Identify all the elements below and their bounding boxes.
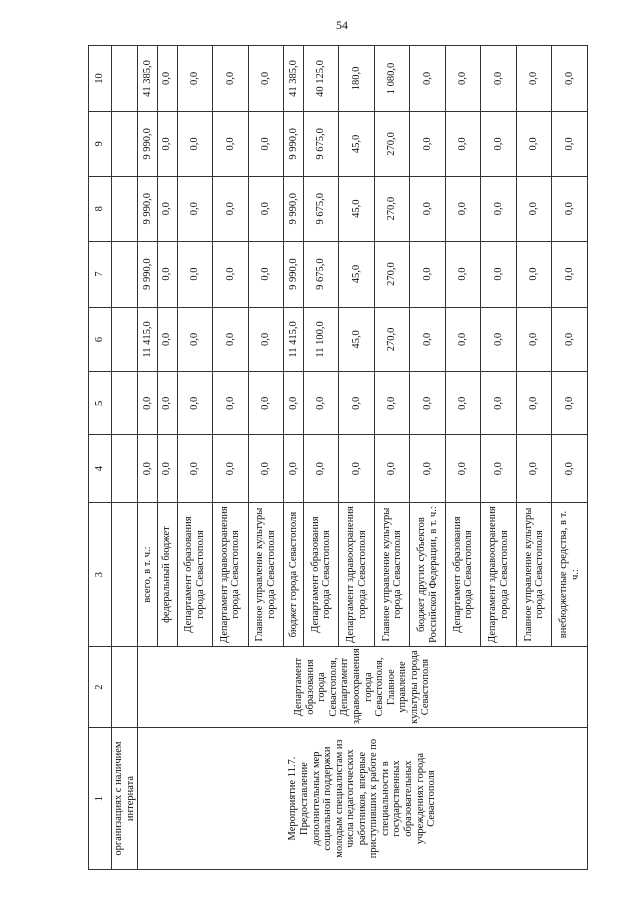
value-cell: 0,0	[157, 307, 177, 372]
value-cell: 0,0	[410, 241, 446, 307]
header-cell: 5	[89, 372, 112, 435]
value-cell: 40 125,0	[303, 46, 339, 112]
value-cell: 0,0	[177, 435, 213, 503]
value-cell: 9 675,0	[303, 176, 339, 241]
empty-cell	[112, 435, 138, 503]
value-cell: 0,0	[410, 307, 446, 372]
value-cell: 0,0	[481, 111, 517, 176]
funding-source-cell: Главное управление культуры города Севастополя	[516, 503, 552, 647]
empty-cell	[112, 176, 138, 241]
funding-source-cell: Департамент здравоохранения города Севастополя	[213, 503, 249, 647]
header-cell: 1	[89, 728, 112, 870]
org-row	[112, 46, 138, 870]
value-cell: 0,0	[213, 307, 249, 372]
funding-source-cell: Департамент здравоохранения города Севастополя	[339, 503, 375, 647]
funding-source-cell: всего, в т. ч.:	[138, 503, 158, 647]
value-cell: 0,0	[445, 111, 481, 176]
empty-cell	[112, 307, 138, 372]
value-cell: 0,0	[516, 46, 552, 112]
value-cell: 0,0	[157, 435, 177, 503]
value-cell: 0,0	[516, 435, 552, 503]
funding-source-cell: внебюджетные средства, в т. ч.:	[552, 503, 588, 647]
value-cell: 0,0	[213, 46, 249, 112]
value-cell: 0,0	[410, 111, 446, 176]
funding-source-cell: Главное управление культуры города Севастополя	[248, 503, 284, 647]
value-cell: 0,0	[481, 176, 517, 241]
empty-cell	[112, 46, 138, 112]
value-cell: 0,0	[213, 111, 249, 176]
header-row	[89, 46, 112, 870]
value-cell: 0,0	[177, 372, 213, 435]
value-cell: 0,0	[481, 241, 517, 307]
value-cell: 0,0	[445, 46, 481, 112]
empty-cell	[112, 647, 138, 728]
empty-cell	[112, 503, 138, 647]
header-cell: 9	[89, 111, 112, 176]
value-cell: 0,0	[516, 307, 552, 372]
value-cell: 0,0	[481, 307, 517, 372]
value-cell: 0,0	[213, 435, 249, 503]
funding-source-cell: бюджет города Севастополя	[284, 503, 304, 647]
value-cell: 9 990,0	[138, 241, 158, 307]
header-cell: 3	[89, 503, 112, 647]
header-cell: 2	[89, 647, 112, 728]
value-cell: 0,0	[552, 241, 588, 307]
value-cell: 0,0	[374, 435, 410, 503]
value-cell: 45,0	[339, 176, 375, 241]
funding-source-cell: Департамент образования города Севастополя	[445, 503, 481, 647]
value-cell: 0,0	[248, 435, 284, 503]
value-cell: 11 415,0	[284, 307, 304, 372]
value-cell: 41 385,0	[284, 46, 304, 112]
value-cell: 0,0	[516, 372, 552, 435]
table-row	[138, 46, 158, 870]
org-cell: организациях с наличием интерната	[112, 728, 138, 870]
value-cell: 0,0	[248, 111, 284, 176]
value-cell: 0,0	[157, 176, 177, 241]
value-cell: 0,0	[177, 241, 213, 307]
value-cell: 0,0	[138, 435, 158, 503]
value-cell: 270,0	[374, 241, 410, 307]
measure-title: Мероприятие 11.7. Предоставление дополнительных мер социальной поддержки молодым специалистам из числа педагогических работников, впервые приступивших к работе по специальности в государственных образовательных учреждениях города Севастополя	[138, 728, 588, 870]
value-cell: 0,0	[177, 176, 213, 241]
value-cell: 0,0	[552, 46, 588, 112]
value-cell: 0,0	[157, 241, 177, 307]
value-cell: 9 990,0	[138, 111, 158, 176]
value-cell: 9 675,0	[303, 241, 339, 307]
value-cell: 0,0	[481, 372, 517, 435]
value-cell: 0,0	[177, 111, 213, 176]
header-cell: 8	[89, 176, 112, 241]
header-cell: 7	[89, 241, 112, 307]
value-cell: 0,0	[248, 46, 284, 112]
value-cell: 0,0	[339, 435, 375, 503]
funding-source-cell: Главное управление культуры города Севастополя	[374, 503, 410, 647]
value-cell: 270,0	[374, 111, 410, 176]
value-cell: 41 385,0	[138, 46, 158, 112]
value-cell: 45,0	[339, 307, 375, 372]
funding-source-cell: Департамент здравоохранения города Севастополя	[481, 503, 517, 647]
value-cell: 180,0	[339, 46, 375, 112]
empty-cell	[112, 241, 138, 307]
value-cell: 0,0	[552, 435, 588, 503]
value-cell: 9 990,0	[284, 111, 304, 176]
value-cell: 0,0	[481, 46, 517, 112]
value-cell: 0,0	[177, 46, 213, 112]
value-cell: 0,0	[339, 372, 375, 435]
value-cell: 1 080,0	[374, 46, 410, 112]
value-cell: 270,0	[374, 307, 410, 372]
value-cell: 0,0	[552, 176, 588, 241]
value-cell: 0,0	[445, 307, 481, 372]
measure-executors: Департамент образования города Севастополя, Департамент здравоохранения города Севастополя, Главное управление культуры города Севастополя	[138, 647, 588, 728]
value-cell: 0,0	[248, 307, 284, 372]
value-cell: 0,0	[138, 372, 158, 435]
value-cell: 270,0	[374, 176, 410, 241]
value-cell: 0,0	[303, 372, 339, 435]
header-cell: 4	[89, 435, 112, 503]
rotated-table-frame	[88, 45, 588, 870]
value-cell: 0,0	[410, 46, 446, 112]
value-cell: 11 100,0	[303, 307, 339, 372]
value-cell: 0,0	[284, 435, 304, 503]
value-cell: 9 990,0	[138, 176, 158, 241]
header-cell: 6	[89, 307, 112, 372]
page-number: 54	[336, 18, 348, 32]
value-cell: 45,0	[339, 111, 375, 176]
value-cell: 0,0	[157, 111, 177, 176]
value-cell: 0,0	[213, 372, 249, 435]
value-cell: 9 990,0	[284, 241, 304, 307]
value-cell: 0,0	[410, 435, 446, 503]
value-cell: 0,0	[516, 176, 552, 241]
value-cell: 0,0	[248, 241, 284, 307]
value-cell: 0,0	[552, 111, 588, 176]
value-cell: 0,0	[410, 176, 446, 241]
value-cell: 0,0	[552, 372, 588, 435]
funding-source-cell: Департамент образования города Севастополя	[177, 503, 213, 647]
value-cell: 9 990,0	[284, 176, 304, 241]
value-cell: 0,0	[481, 435, 517, 503]
value-cell: 0,0	[248, 176, 284, 241]
value-cell: 0,0	[445, 176, 481, 241]
funding-source-cell: Департамент образования города Севастополя	[303, 503, 339, 647]
empty-cell	[112, 111, 138, 176]
value-cell: 0,0	[445, 435, 481, 503]
value-cell: 11 415,0	[138, 307, 158, 372]
funding-source-cell: федеральный бюджет	[157, 503, 177, 647]
value-cell: 0,0	[248, 372, 284, 435]
value-cell: 0,0	[516, 111, 552, 176]
value-cell: 0,0	[410, 372, 446, 435]
rotated-table-inner	[88, 45, 588, 870]
value-cell: 0,0	[157, 372, 177, 435]
value-cell: 45,0	[339, 241, 375, 307]
value-cell: 0,0	[303, 435, 339, 503]
value-cell: 0,0	[374, 372, 410, 435]
value-cell: 0,0	[552, 307, 588, 372]
value-cell: 0,0	[284, 372, 304, 435]
header-cell: 10	[89, 46, 112, 112]
program-table	[88, 45, 588, 870]
empty-cell	[112, 372, 138, 435]
value-cell: 0,0	[157, 46, 177, 112]
value-cell: 0,0	[516, 241, 552, 307]
value-cell: 9 675,0	[303, 111, 339, 176]
value-cell: 0,0	[445, 372, 481, 435]
value-cell: 0,0	[445, 241, 481, 307]
value-cell: 0,0	[213, 241, 249, 307]
value-cell: 0,0	[177, 307, 213, 372]
funding-source-cell: бюджет других субъектов Российской Федерации, в т. ч.:	[410, 503, 446, 647]
value-cell: 0,0	[213, 176, 249, 241]
